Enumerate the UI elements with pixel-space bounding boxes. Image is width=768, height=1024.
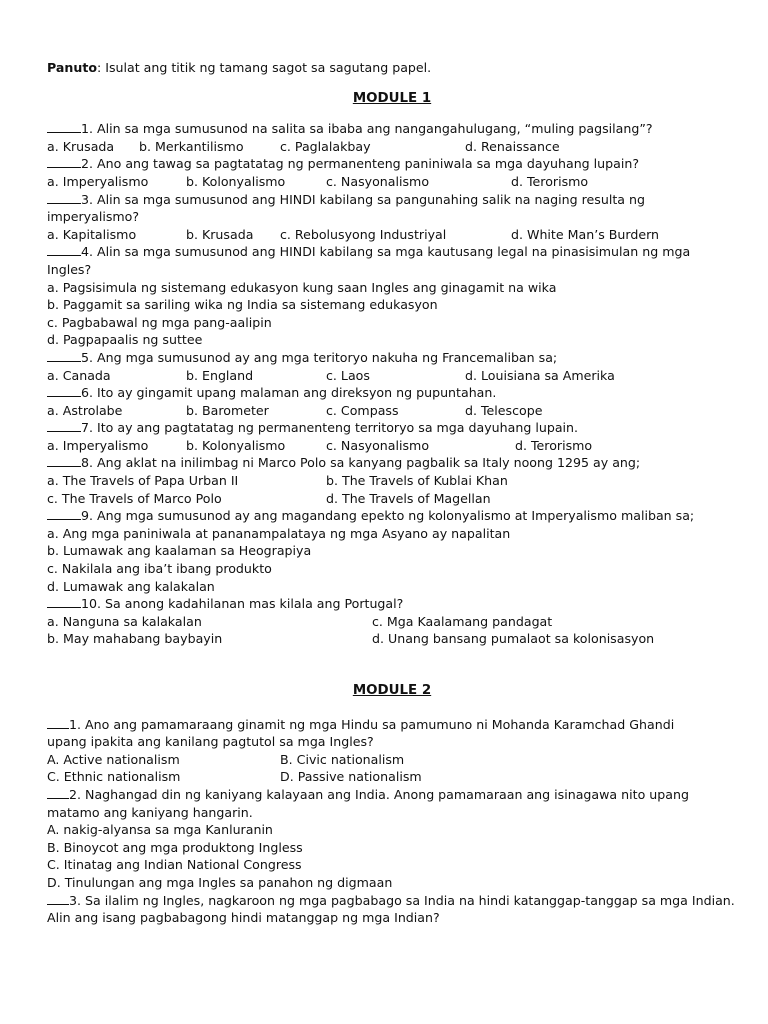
answer-blank[interactable] <box>47 595 81 608</box>
question-1-options <box>47 138 737 156</box>
question-4: 4. Alin sa mga sumusunod ang HINDI kabilang sa mga kautusang legal na pinasisimulan ng mga Ingles? <box>47 244 691 277</box>
question-9: 9. Ang mga sumusunod ay ang magandang epekto ng kolonyalismo at Imperyalismo maliban sa; <box>47 507 737 525</box>
m2-question-1: 1. Ano ang pamamaraang ginamit ng mga Hindu sa pamumuno ni Mohanda Karamchad Ghandi upang ipakita ang kanilang pagtutol sa mga Ingles? <box>47 716 675 750</box>
instructions <box>47 59 737 77</box>
answer-blank[interactable] <box>47 892 69 905</box>
option-d: d. White Man’s Burdern <box>511 226 660 242</box>
option-d: D. Passive nationalism <box>280 769 422 785</box>
option-a: a. Krusada <box>47 138 115 154</box>
option-d: d. Renaissance <box>465 138 560 154</box>
answer-blank[interactable] <box>47 349 81 362</box>
question-6: 6. Ito ay gingamit upang malaman ang direksyon ng pupuntahan. <box>47 384 737 402</box>
module-2-title: MODULE 2 <box>352 683 432 698</box>
m2-question-3: 3. Sa ilalim ng Ingles, nagkaroon ng mga pagbabago sa India na hindi katanggap-tanggap sa mga Indian. Alin ang isang pagbabagong hindi matanggap ng mga Indian? <box>47 892 735 926</box>
option-c: c. Rebolusyong Industriyal <box>280 226 447 242</box>
question-3: 3. Alin sa mga sumusunod ang HINDI kabilang sa pangunahing salik na naging resulta ng imperyalismo? <box>47 191 645 225</box>
option-d: d. The Travels of Magellan <box>326 490 491 506</box>
question-6-options <box>47 402 737 420</box>
option-b: b. The Travels of Kublai Khan <box>326 473 508 489</box>
option-b: b. Kolonyalismo <box>186 437 286 453</box>
answer-blank[interactable] <box>47 384 81 397</box>
worksheet-page <box>47 59 737 927</box>
question-7: 7. Ito ay ang pagtatatag ng permanenteng territoryo sa mga dayuhang lupain. <box>47 419 737 437</box>
option-a: A. nakig-alyansa sa mga Kanluranin <box>47 822 273 838</box>
question-8-options-row-2 <box>47 490 737 508</box>
answer-blank[interactable] <box>47 191 81 204</box>
question-2: 2. Ano ang tawag sa pagtatatag ng permanenteng paniniwala sa mga dayuhang lupain? <box>47 155 737 173</box>
option-a: a. Nanguna sa kalakalan <box>47 613 202 629</box>
answer-blank[interactable] <box>47 419 81 432</box>
option-a: A. Active nationalism <box>47 751 180 767</box>
option-d: d. Telescope <box>465 402 543 418</box>
instructions-label: Panuto <box>47 60 97 75</box>
answer-blank[interactable] <box>47 155 81 168</box>
option-a: a. Imperyalismo <box>47 437 149 453</box>
option-d: d. Terorismo <box>515 437 593 453</box>
option-c: C. Itinatag ang Indian National Congress <box>47 857 302 873</box>
option-b: b. Paggamit sa sariling wika ng India sa sistemang edukasyon <box>47 297 438 313</box>
option-b: b. Lumawak ang kaalaman sa Heograpiya <box>47 543 312 559</box>
answer-blank[interactable] <box>47 454 81 467</box>
option-a: a. Imperyalismo <box>47 173 149 189</box>
question-2-options <box>47 173 737 191</box>
option-b: B. Civic nationalism <box>280 751 405 767</box>
option-b: b. Merkantilismo <box>139 138 244 154</box>
option-a: a. The Travels of Papa Urban II <box>47 473 239 489</box>
question-3-options <box>47 226 737 244</box>
option-b: b. Kolonyalismo <box>186 173 286 189</box>
m2-question-1-options-row-1 <box>47 751 737 769</box>
option-c: C. Ethnic nationalism <box>47 769 181 785</box>
question-10-options-row-1 <box>47 613 737 631</box>
question-5: 5. Ang mga sumusunod ay ang mga teritoryo nakuha ng Francemaliban sa; <box>47 349 737 367</box>
option-a: a. Pagsisimula ng sistemang edukasyon kung saan Ingles ang ginagamit na wika <box>47 279 557 295</box>
module-1-title: MODULE 1 <box>352 90 432 106</box>
option-d: d. Terorismo <box>511 173 589 189</box>
option-c: c. Nasyonalismo <box>326 173 430 189</box>
option-a: a. Kapitalismo <box>47 226 137 242</box>
option-b: B. Binoycot ang mga produktong Ingless <box>47 839 303 855</box>
answer-blank[interactable] <box>47 243 81 256</box>
m2-question-1-options-row-2 <box>47 768 737 786</box>
option-c: c. Paglalakbay <box>280 138 371 154</box>
option-b: b. England <box>186 367 254 383</box>
question-10-options-row-2 <box>47 630 737 648</box>
option-c: c. Nasyonalismo <box>326 437 430 453</box>
answer-blank[interactable] <box>47 716 69 729</box>
option-b: b. Krusada <box>186 226 254 242</box>
question-1: 1. Alin sa mga sumusunod na salita sa ibaba ang nangangahulugang, “muling pagsilang”? <box>47 120 737 138</box>
option-c: c. Compass <box>326 402 399 418</box>
option-d: d. Pagpapaalis ng suttee <box>47 332 203 348</box>
option-c: c. The Travels of Marco Polo <box>47 490 222 506</box>
option-c: c. Laos <box>326 367 370 383</box>
answer-blank[interactable] <box>47 786 69 799</box>
option-d: d. Louisiana sa Amerika <box>465 367 615 383</box>
option-b: b. Barometer <box>186 402 269 418</box>
answer-blank[interactable] <box>47 120 81 133</box>
option-c: c. Mga Kaalamang pandagat <box>372 613 553 629</box>
question-10: 10. Sa anong kadahilanan mas kilala ang Portugal? <box>47 595 737 613</box>
instructions-text: : Isulat ang titik ng tamang sagot sa sagutang papel. <box>97 60 432 75</box>
option-d: d. Lumawak ang kalakalan <box>47 578 215 594</box>
question-8-options-row-1 <box>47 472 737 490</box>
question-7-options <box>47 437 737 455</box>
question-5-options <box>47 367 737 385</box>
answer-blank[interactable] <box>47 507 81 520</box>
option-a: a. Astrolabe <box>47 402 123 418</box>
m2-question-2: 2. Naghangad din ng kaniyang kalayaan ang India. Anong pamamaraan ang isinagawa nito upang matamo ang kaniyang hangarin. <box>47 786 689 820</box>
option-a: a. Canada <box>47 367 111 383</box>
option-a: a. Ang mga paniniwala at pananampalataya ng mga Asyano ay napalitan <box>47 525 511 541</box>
question-8: 8. Ang aklat na inilimbag ni Marco Polo sa kanyang pagbalik sa Italy noong 1295 ay ang; <box>47 454 737 472</box>
option-d: d. Unang bansang pumalaot sa kolonisasyon <box>372 631 655 647</box>
option-c: c. Nakilala ang iba’t ibang produkto <box>47 561 272 577</box>
option-d: D. Tinulungan ang mga Ingles sa panahon ng digmaan <box>47 874 393 890</box>
option-b: b. May mahabang baybayin <box>47 631 223 647</box>
option-c: c. Pagbabawal ng mga pang-aalipin <box>47 314 272 330</box>
